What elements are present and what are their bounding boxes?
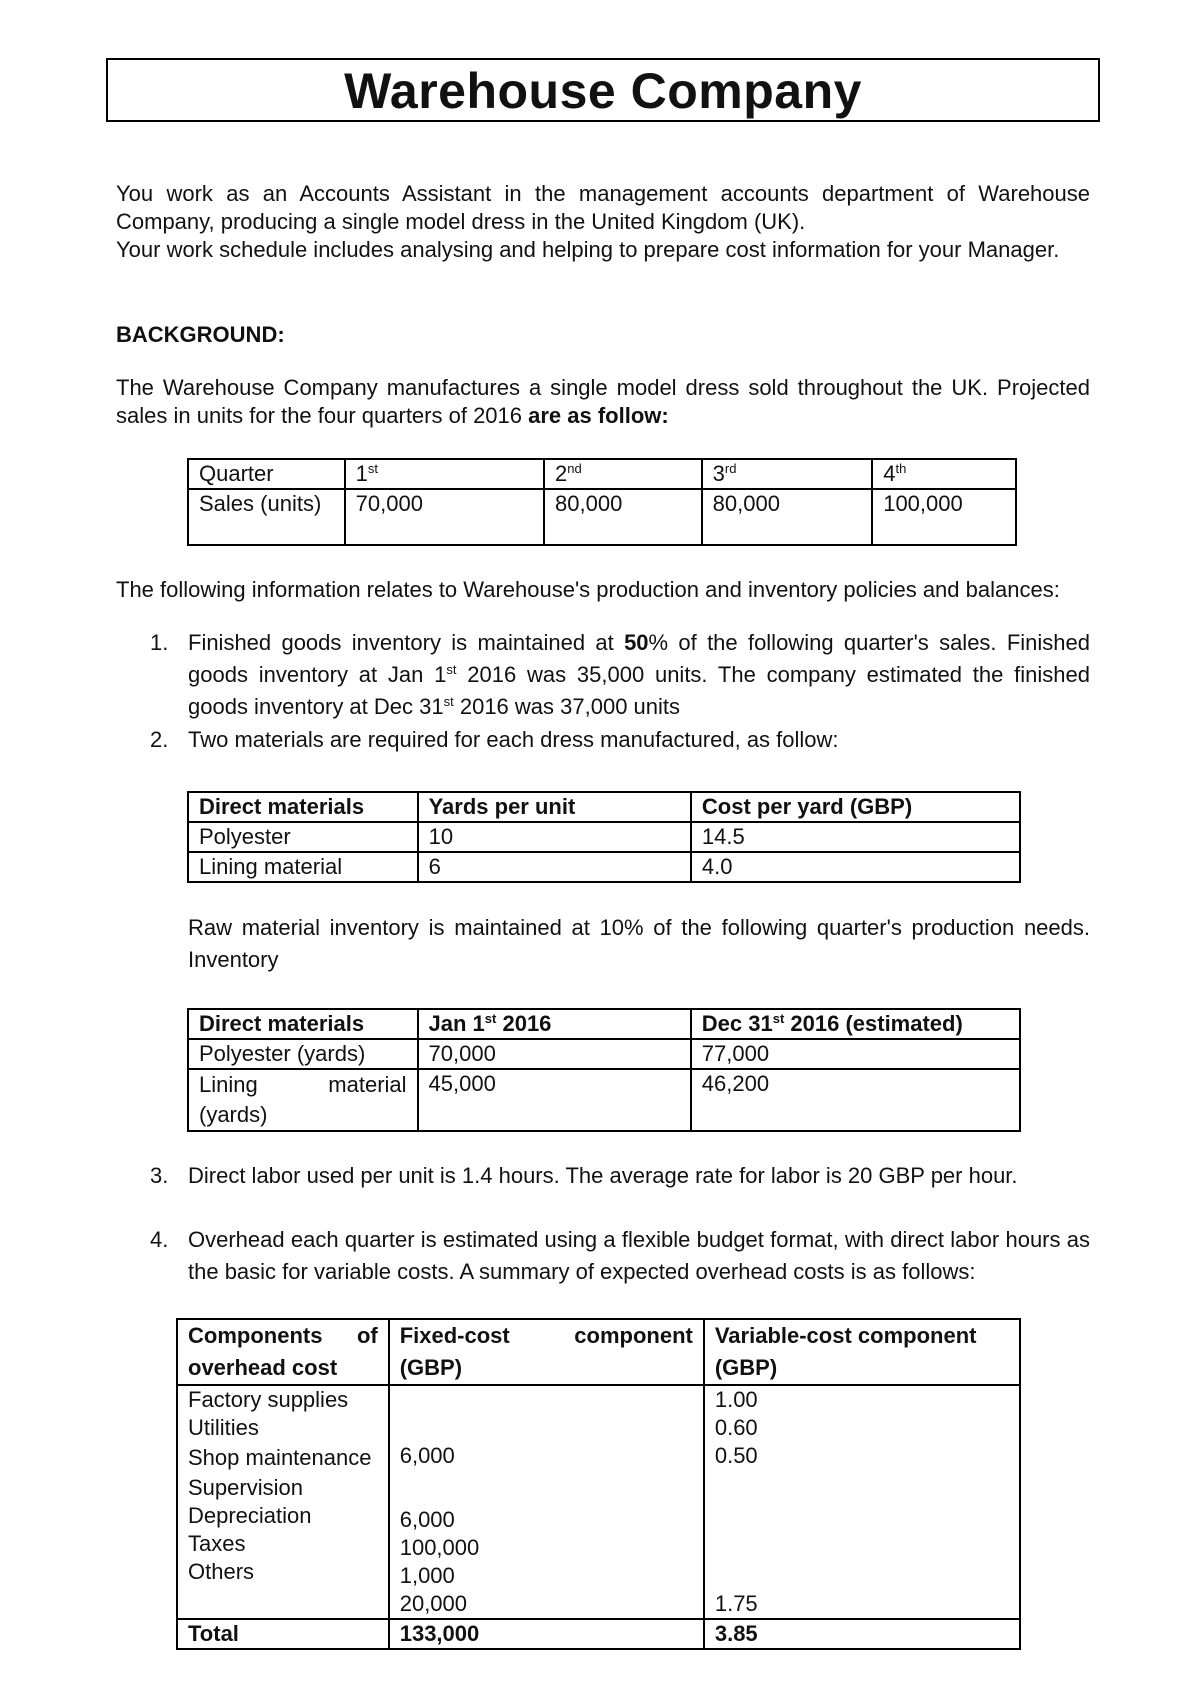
- table-cell: Polyester: [188, 822, 418, 852]
- overhead-variable-value: 0.50: [714, 1443, 758, 1468]
- materials-table: [187, 791, 1021, 883]
- list-text: Direct labor used per unit is 1.4 hours. The average rate for labor is 20 GBP per hour.: [188, 1163, 1018, 1188]
- table-cell: Lining material: [188, 852, 418, 882]
- list-number: 4.: [150, 1227, 169, 1252]
- list-item: [150, 1160, 1090, 1224]
- table-cell: 14.5: [691, 822, 1020, 852]
- table-header-cell: Direct materials: [188, 1009, 418, 1039]
- table-row: [188, 822, 1020, 852]
- table-cell: 77,000: [691, 1039, 1020, 1069]
- intro-paragraph-1: You work as an Accounts Assistant in the management accounts department of Warehouse Company, producing a single model dress in the United Kingdom (UK).: [116, 181, 1090, 234]
- text-segment: 2016 was 37,000 units: [453, 694, 681, 719]
- list-text: Overhead each quarter is estimated using a flexible budget format, with direct labor hours as the basic for variable costs. A summary of expected overhead costs is as follows:: [188, 1227, 1090, 1284]
- quarter-suffix: th: [895, 461, 907, 476]
- table-cell: 10: [418, 822, 691, 852]
- table-header-cell: [418, 1009, 691, 1039]
- text-segment: 2016 was 35,000 units. The company estimated the finished goods inventory at Dec 31: [188, 662, 1090, 719]
- table-cell: Quarter: [188, 459, 345, 489]
- text-segment: % of the following quarter's sales. Finished goods inventory at Jan 1: [188, 630, 1090, 687]
- overhead-item: Supervision: [188, 1475, 303, 1500]
- overhead-fixed-value: 20,000: [399, 1591, 468, 1616]
- quarter-num: 3: [712, 461, 725, 486]
- table-cell: Sales (units): [188, 489, 345, 545]
- overhead-fixed-cell: [389, 1385, 704, 1619]
- list-number: 1.: [150, 630, 169, 655]
- table-cell: [872, 459, 1016, 489]
- table-header-cell: Fixed-cost component (GBP): [389, 1319, 704, 1385]
- table-cell: 6: [418, 852, 691, 882]
- text-segment: Jan 1: [428, 1011, 485, 1036]
- overhead-item: Taxes: [188, 1531, 246, 1556]
- table-row: [188, 489, 1016, 545]
- table-cell: 70,000: [418, 1039, 691, 1069]
- list-number: 3.: [150, 1163, 169, 1188]
- overhead-variable-cell: [704, 1385, 1020, 1619]
- table-cell: [702, 459, 873, 489]
- title-box: [106, 58, 1100, 122]
- table-cell: 100,000: [872, 489, 1016, 545]
- table-cell: 80,000: [702, 489, 873, 545]
- table-header-cell: Direct materials: [188, 792, 418, 822]
- table-cell: 4.0: [691, 852, 1020, 882]
- table-cell: 45,000: [418, 1069, 691, 1131]
- overhead-item: Depreciation: [188, 1503, 312, 1528]
- overhead-variable-value: [715, 1506, 1009, 1534]
- text-sup: st: [772, 1011, 785, 1026]
- overhead-item: Factory supplies: [188, 1387, 349, 1412]
- table-cell: Total: [177, 1619, 389, 1649]
- table-cell: [345, 459, 544, 489]
- table-header-row: [177, 1319, 1020, 1385]
- list-item: [150, 724, 1090, 756]
- overhead-variable-value: 1.75: [714, 1591, 758, 1616]
- table-cell: 80,000: [544, 489, 702, 545]
- overhead-variable-value: 0.60: [714, 1415, 758, 1440]
- overhead-item: Utilities: [188, 1415, 259, 1440]
- text-sup: st: [443, 694, 454, 709]
- background-heading: BACKGROUND:: [116, 322, 285, 347]
- quarter-suffix: nd: [567, 461, 582, 476]
- table-row: [188, 1039, 1020, 1069]
- text-sup: st: [446, 662, 457, 677]
- list-text: Two materials are required for each dress manufactured, as follow:: [188, 727, 839, 752]
- table-cell: 133,000: [389, 1619, 704, 1649]
- overhead-variable-value: 1.00: [714, 1387, 758, 1412]
- table-cell: 46,200: [691, 1069, 1020, 1131]
- overhead-fixed-value: [400, 1386, 693, 1414]
- overhead-variable-value: [715, 1534, 1009, 1562]
- inventory-table: [187, 1008, 1021, 1132]
- intro-paragraph-2: Your work schedule includes analysing and helping to prepare cost information for your Manager.: [116, 237, 1060, 262]
- table-cell: [544, 459, 702, 489]
- overhead-fixed-value: [400, 1414, 693, 1442]
- overhead-item: Shop maintenance: [188, 1445, 372, 1470]
- quarter-suffix: rd: [724, 461, 737, 476]
- overhead-fixed-value: 100,000: [399, 1535, 480, 1560]
- table-cell: 3.85: [704, 1619, 1020, 1649]
- text-segment: 2016 (estimated): [784, 1011, 963, 1036]
- overhead-table: [176, 1318, 1021, 1650]
- table-row: [188, 1069, 1020, 1131]
- quarter-num: 4: [883, 461, 896, 486]
- table-row: [177, 1385, 1020, 1619]
- table-total-row: [177, 1619, 1020, 1649]
- list-number: 2.: [150, 727, 169, 752]
- table-cell: Polyester (yards): [188, 1039, 418, 1069]
- overhead-fixed-value: 1,000: [399, 1563, 455, 1588]
- quarter-suffix: st: [367, 461, 379, 476]
- table-cell: 70,000: [345, 489, 544, 545]
- overhead-fixed-value: 6,000: [399, 1443, 455, 1468]
- quarter-num: 2: [555, 461, 568, 486]
- background-text: The Warehouse Company manufactures a single model dress sold throughout the UK. Projected sales in units for the four quarters of 2016: [116, 375, 1090, 428]
- sales-table: [187, 458, 1017, 546]
- text-segment: 2016: [496, 1011, 552, 1036]
- policies-intro: The following information relates to Warehouse's production and inventory policies and balances:: [116, 577, 1060, 602]
- table-cell: Lining material (yards): [188, 1069, 418, 1131]
- table-header-cell: Variable-cost component (GBP): [704, 1319, 1020, 1385]
- overhead-variable-value: [715, 1562, 1009, 1590]
- text-segment: Finished goods inventory is maintained at: [188, 630, 625, 655]
- background-text-bold: are as follow:: [528, 403, 669, 428]
- page-title: Warehouse Company: [344, 63, 862, 119]
- table-header-row: [188, 792, 1020, 822]
- overhead-fixed-value: 6,000: [399, 1507, 455, 1532]
- table-header-cell: Components of overhead cost: [177, 1319, 389, 1385]
- table-header-row: [188, 1009, 1020, 1039]
- list-item: [150, 1224, 1090, 1320]
- background-paragraph: [116, 374, 1090, 430]
- text-sup: st: [484, 1011, 497, 1026]
- quarter-num: 1: [355, 461, 368, 486]
- raw-inventory-text: Raw material inventory is maintained at 10% of the following quarter's production needs. Inventory: [188, 915, 1090, 972]
- table-row: [188, 459, 1016, 489]
- list-item: [150, 627, 1090, 727]
- table-header-cell: [691, 1009, 1020, 1039]
- text-segment: Dec 31: [701, 1011, 773, 1036]
- overhead-item: Others: [188, 1559, 255, 1584]
- table-header-cell: Cost per yard (GBP): [691, 792, 1020, 822]
- table-row: [188, 852, 1020, 882]
- table-header-cell: Yards per unit: [418, 792, 691, 822]
- overhead-components-cell: [177, 1385, 389, 1619]
- list-text: [188, 627, 1090, 723]
- text-bold: 50: [624, 630, 649, 655]
